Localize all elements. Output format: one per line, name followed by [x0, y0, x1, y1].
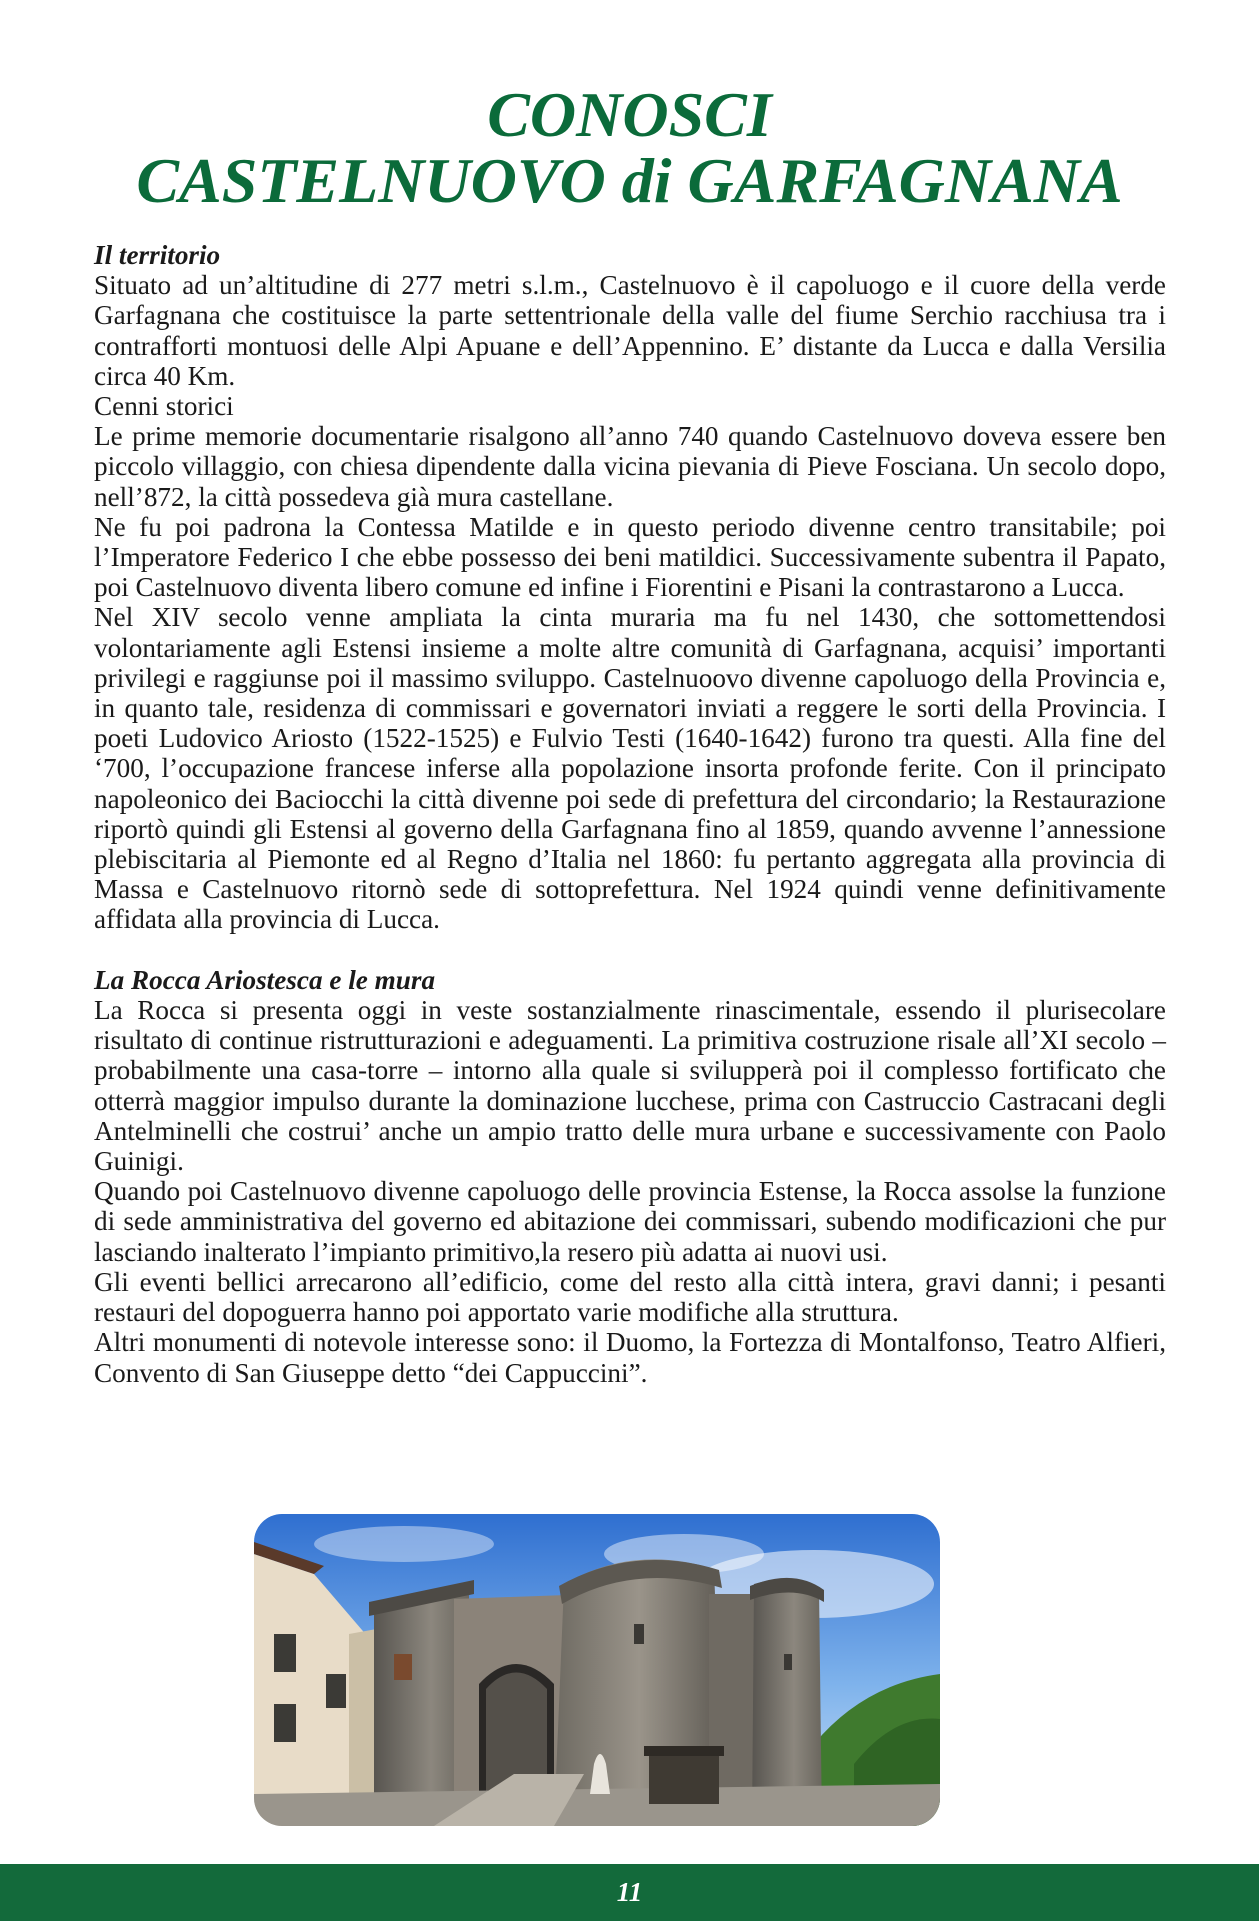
heading-territorio: Il territorio	[94, 240, 221, 270]
paragraph-rocca-4: Altri monumenti di notevole interesse sono: il Duomo, la Fortezza di Montalfonso, Teatro Alfieri, Convento di San Giuseppe detto “dei Cappuccini”.	[94, 1327, 1166, 1388]
kiosk-roof	[644, 1746, 724, 1756]
title-line-2: CASTELNUOVO di GARFAGNANA	[136, 145, 1123, 216]
rocca-illustration	[254, 1514, 940, 1826]
window	[326, 1674, 346, 1708]
subheading-cenni-storici: Cenni storici	[94, 391, 234, 422]
page-title	[0, 79, 1259, 216]
paragraph-rocca-1: La Rocca si presenta oggi in veste sostanzialmente rinascimentale, essendo il plurisecolare risultato di continue ristrutturazioni e adeguamenti. La primitiva costruzione risale all’XI secolo – probabilmente una casa-torre – intorno alla quale si svilupperà poi il complesso fortificato che otterrà maggior impulso durante la dominazione lucchese, prima con Castruccio Castracani degli Antelminelli che costrui’ anche un ampio tratto delle mura urbane e successivamente con Paolo Guinigi.	[94, 995, 1166, 1177]
paragraph-storia-2: Ne fu poi padrona la Contessa Matilde e in questo periodo divenne centro transitabile; poi l’Imperatore Federico I che ebbe possesso dei beni matildici. Successivamente subentra il Papato, poi Castelnuovo diventa libero comune ed infine i Fiorentini e Pisani la contrastarono a Lucca.	[94, 511, 1166, 603]
tower-window	[784, 1654, 792, 1670]
page-number: 11	[616, 1877, 643, 1907]
balcony-door	[394, 1654, 412, 1680]
paragraph-storia-3: Nel XIV secolo venne ampliata la cinta muraria ma fu nel 1430, che sottomettendosi volontariamente agli Estensi insieme a molte altre comunità di Garfagnana, acquisi’ importanti privilegi e raggiunse poi il massimo sviluppo. Castelnuoovo divenne capoluogo della Provincia e, in quanto tale, residenza di commissari e governatori inviati a reggere le sorti della Provincia. I poeti Ludovico Ariosto (1522-1525) e Fulvio Testi (1640-1642) furono tra questi. Alla fine del ‘700, l’occupazione francese inferse alla popolazione insorta profonde ferite. Con il principato napoleonico dei Baciocchi la città divenne poi sede di prefettura del circondario; la Restaurazione riportò quindi gli Estensi al governo della Garfagnana fino al 1859, quando avvenne l’annessione plebiscitaria al Piemonte ed al Regno d’Italia nel 1860: fu pertanto aggregata alla provincia di Massa e Castelnuovo ritornò sede di sottoprefettura. Nel 1924 quindi venne definitivamente affidata alla provincia di Lucca.	[94, 602, 1166, 935]
paragraph-gap	[94, 935, 1166, 965]
cloud	[314, 1526, 494, 1562]
heading-rocca: La Rocca Ariostesca e le mura	[94, 964, 436, 995]
paragraph-rocca-3: Gli eventi bellici arrecarono all’edificio, come del resto alla città intera, gravi danni; i pesanti restauri del dopoguerra hanno poi apportato varie modifiche alla struttura.	[94, 1266, 1166, 1328]
paragraph-territorio: Situato ad un’altitudine di 277 metri s.l.m., Castelnuovo è il capoluogo e il cuore della verde Garfagnana che costituisce la parte settentrionale della valle del fiume Serchio racchiusa tra i contrafforti montuosi delle Alpi Apuane e dell’Appennino. E’ distante da Lucca e dalla Versilia circa 40 Km.	[94, 270, 1166, 391]
article-body	[94, 240, 1166, 1388]
window	[274, 1634, 296, 1672]
paragraph-rocca-2: Quando poi Castelnuovo divenne capoluogo delle provincia Estense, la Rocca assolse la funzione di sede amministrativa del governo ed abitazione dei commissari, subendo modificazioni che pur lasciando inalterato l’impianto primitivo,la resero più adatta ai nuovi usi.	[94, 1176, 1166, 1267]
paragraph-storia-1: Le prime memorie documentarie risalgono all’anno 740 quando Castelnuovo doveva essere ben piccolo villaggio, con chiesa dipendente dalla vicina pievania di Pieve Fosciana. Un secolo dopo, nell’872, la città possedeva già mura castellane.	[94, 421, 1166, 512]
rocca-photo	[254, 1514, 940, 1826]
window	[274, 1704, 296, 1742]
title-line-1: CONOSCI	[487, 79, 772, 150]
kiosk	[649, 1754, 719, 1804]
tower-window	[634, 1624, 644, 1644]
footer-bar	[0, 1864, 1259, 1921]
